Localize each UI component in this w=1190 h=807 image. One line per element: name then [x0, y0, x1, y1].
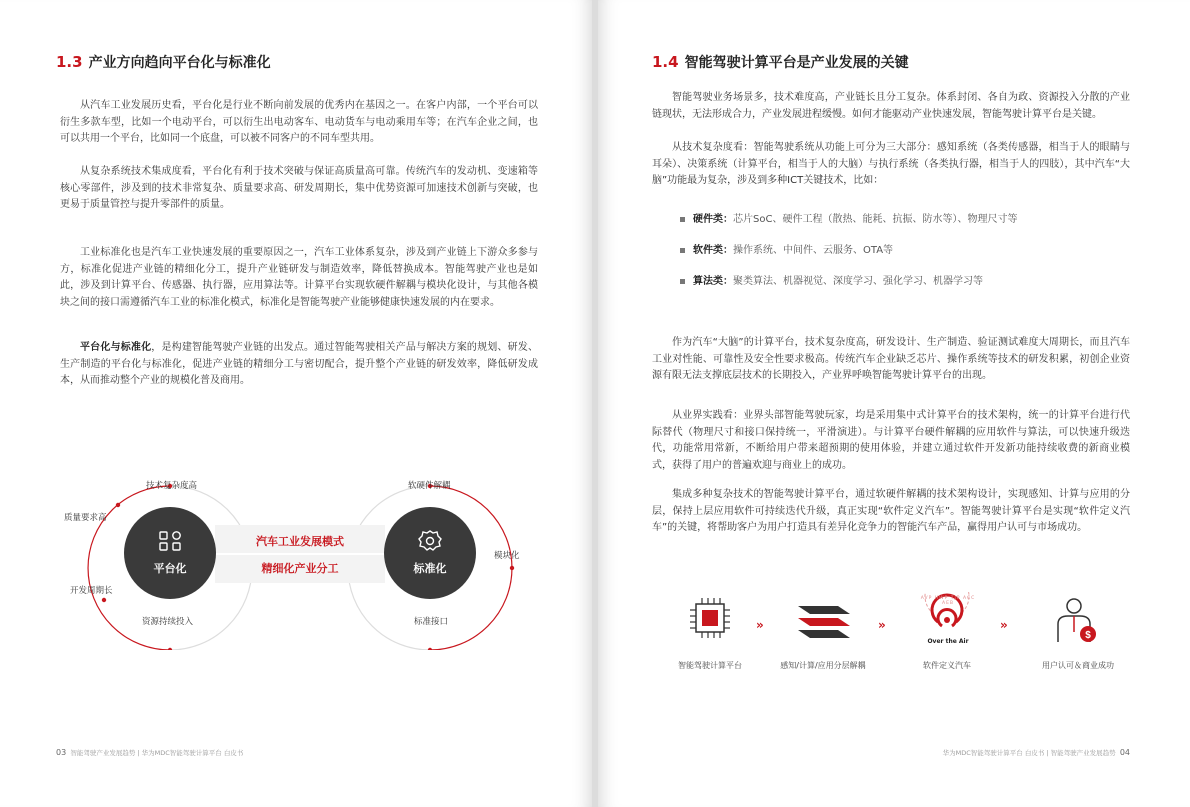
label-std-interface: 标准接口 [414, 617, 449, 627]
platform-circle [124, 507, 216, 599]
left-page-number: 03 [56, 748, 67, 757]
left-footer [56, 748, 243, 757]
bullet-text: 操作系统、中间件、云服务、OTA等 [733, 245, 894, 256]
section-number: 1.4 [652, 53, 679, 71]
right-page-number: 04 [1119, 748, 1130, 757]
bullet-label: 软件类： [693, 245, 733, 256]
arc-label-avp: AVP [920, 596, 933, 601]
r-paragraph-3: 作为汽车“大脑”的计算平台，技术复杂度高，研发设计、生产制造、验证测试难度大周期长，而且汽车工业对性能、可靠性及安全性要求极高。传统汽车企业缺乏芯片、操作系统等技术的研发积累，初创企业资源有限无法支撑底层技术的长期投入，产业界呼唤智能驾驶计算平台的出现。 [652, 337, 1130, 381]
bullet-algorithm [680, 274, 1150, 290]
r-paragraph-5: 集成多种复杂技术的智能驾驶计算平台，通过软硬件解耦的技术架构设计，实现感知、计算与应用的分层，保持上层应用软件可持续迭代升级，真正实现“软件定义汽车”。智能驾驶计算平台是实现“软件定义汽车”的关键，将帮助客户为用户打造具有差异化竞争力的智能汽车产品，赢得用户认可与市场成功。 [652, 489, 1130, 533]
flow-label-decoupling: 感知/计算/应用分层解耦 [780, 661, 866, 670]
r-paragraph-2: 从技术复杂度看：智能驾驶系统从功能上可分为三大部分：感知系统（各类传感器，相当于人的眼睛与耳朵）、决策系统（计算平台，相当于人的大脑）与执行系统（各类执行器，相当于人的四肢），其中汽车“大脑”功能最为复杂，涉及到多种ICT关键技术，比如： [652, 142, 1130, 186]
label-modular: 模块化 [494, 551, 520, 561]
bullet-label: 硬件类： [693, 214, 733, 225]
right-footer [943, 748, 1130, 757]
flow-arrow-3: » [1000, 618, 1005, 632]
flow-arrow-2: » [878, 618, 883, 632]
center-line-1: 汽车工业发展模式 [256, 535, 344, 548]
tech-bullet-list [680, 212, 1150, 305]
paragraph-4-bold: 平台化与标准化 [80, 342, 152, 353]
left-page [0, 0, 592, 807]
bullet-label: 算法类： [693, 276, 733, 287]
user-money-icon [1058, 599, 1096, 642]
standard-circle [384, 507, 476, 599]
center-line-2: 精细化产业分工 [261, 562, 339, 575]
bullet-text: 聚类算法、机器视觉、深度学习、强化学习、机器学习等 [733, 276, 983, 287]
ota-arc-labels [918, 596, 978, 606]
bullet-text: 芯片SoC、硬件工程（散热、能耗、抗振、防水等）、物理尺寸等 [733, 214, 1018, 225]
arc-label-hwp: HWP [934, 596, 949, 601]
section-title-text: 产业方向趋向平台化与标准化 [88, 55, 271, 71]
right-page [598, 0, 1190, 807]
section-title-1-3 [56, 52, 271, 72]
flow-label-success: 用户认可＆商业成功 [1042, 661, 1114, 670]
label-dev-cycle: 开发周期长 [70, 586, 113, 596]
label-resource: 资源持续投入 [142, 617, 194, 627]
label-tech-complexity: 技术复杂度高 [146, 481, 198, 491]
r-paragraph-4: 从业界实践看：业界头部智能驾驶玩家，均是采用集中式计算平台的技术架构，统一的计算平台进行代际替代（物理尺寸和接口保持统一，平滑演进）。与计算平台硬件解耦的应用软件与算法，可以快速升级迭代，功能常用常新，不断给用户带来超预期的使用体验，并建立通过软件开发新功能持续收费的新商业模式，获得了用户的普遍欢迎与商业上的成功。 [652, 410, 1130, 471]
label-decoupling: 软硬件解耦 [408, 481, 451, 491]
r-paragraph-1: 智能驾驶业务场景多，技术难度高，产业链长且分工复杂。体系封闭、各自为政、资源投入分散的产业链现状，无法形成合力，产业发展进程缓慢。如何才能驱动产业快速发展，智能驾驶计算平台是关键。 [652, 92, 1130, 120]
layers-icon [798, 606, 850, 638]
bullet-hardware [680, 212, 1150, 228]
right-footer-text: 华为MDC智能驾驶计算平台 白皮书 | 智能驾驶产业发展趋势 [942, 749, 1116, 757]
platform-circle-label: 平台化 [153, 562, 187, 575]
section-title-text: 智能驾驶计算平台是产业发展的关键 [684, 55, 909, 71]
ota-caption: Over the Air [927, 638, 969, 645]
paragraph-1: 从汽车工业发展历史看，平台化是行业不断向前发展的优秀内在基因之一。在客户内部，一个平台可以衍生多款车型，比如一个电动平台，可以衍生出电动客车、电动货车与电动乘用车等；在汽车企业之间，也可以共用一个平台，比如同一个底盘，可以被不同客户的不同车型共用。 [60, 100, 538, 144]
chip-icon [690, 598, 730, 638]
section-title-1-4 [652, 52, 909, 72]
flow-icons [598, 592, 1190, 662]
paragraph-3: 工业标准化也是汽车工业快速发展的重要原因之一，汽车工业体系复杂，涉及到产业链上下游众多参与方，标准化促进产业链的精细化分工，提升产业链研发与制造效率，降低替换成本。智能驾驶产业也是如此，涉及到计算平台、传感器、执行器，应用算法等。计算平台实现软硬件解耦与模块化设计，与其他各模块之间的接口需遵循汽车工业的标准化模式，标准化是智能驾驶产业能够健康快速发展的内在要求。 [60, 247, 538, 308]
arc-label-acc: ACC [962, 596, 976, 601]
paragraph-4-rest: ，是构建智能驾驶产业链的出发点。通过智能驾驶相关产品与解决方案的规划、研发、生产制造的平台化与标准化，促进产业链的精细分工与密切配合，提升整个产业链的研发效率，降低研发成本，从而推动整个产业的规模化普及商用。 [60, 342, 539, 386]
arc-label-aeb: AEB [941, 601, 954, 606]
flow-arrow-1: » [756, 618, 761, 632]
svg-text:$: $ [1085, 630, 1091, 641]
paragraph-2: 从复杂系统技术集成度看，平台化有利于技术突破与保证高质量高可靠。传统汽车的发动机、变速箱等核心零部件，涉及到的技术非常复杂、质量要求高、研发周期长，集中优势资源可加速技术创新与突破，也更易于质量管控与提升零部件的质量。 [60, 166, 538, 210]
bullet-square-icon [680, 279, 685, 284]
arc-label-tjp: TJP [950, 596, 961, 601]
bullet-software [680, 243, 1150, 259]
label-quality: 质量要求高 [64, 513, 107, 523]
left-footer-text: 智能驾驶产业发展趋势 | 华为MDC智能驾驶计算平台 白皮书 [70, 749, 244, 757]
section-number: 1.3 [56, 53, 83, 71]
bullet-square-icon [680, 248, 685, 253]
flow-label-platform: 智能驾驶计算平台 [678, 661, 742, 670]
standard-circle-label: 标准化 [413, 562, 447, 575]
bullet-square-icon [680, 217, 685, 222]
flow-label-sdv: 软件定义汽车 [923, 661, 971, 670]
paragraph-4 [60, 340, 538, 390]
